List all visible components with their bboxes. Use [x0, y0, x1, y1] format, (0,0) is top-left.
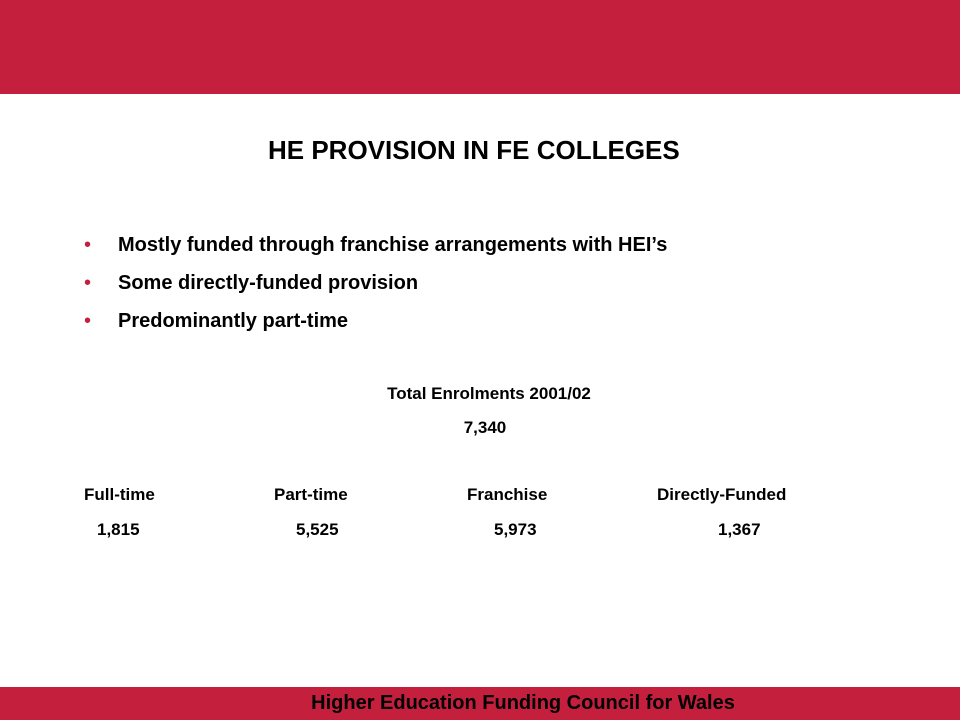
footer-band	[0, 687, 960, 720]
stat-label-full-time: Full-time	[84, 485, 155, 504]
footer-organisation: Higher Education Funding Council for Wales	[311, 692, 735, 714]
total-enrolments-value: 7,340	[463, 418, 507, 437]
slide-title: HE PROVISION IN FE COLLEGES	[268, 135, 680, 165]
stat-value-full-time: 1,815	[97, 520, 140, 539]
top-brand-band	[0, 0, 960, 94]
bullet-icon: •	[84, 234, 92, 256]
stat-value-franchise: 5,973	[494, 520, 537, 539]
bullet-icon: •	[84, 272, 92, 294]
bullet-text-part-time: Predominantly part-time	[118, 309, 349, 332]
stat-label-directly-funded: Directly-Funded	[657, 485, 787, 504]
bullet-text-franchise: Mostly funded through franchise arrangements with HEI’s	[118, 233, 668, 256]
stat-label-franchise: Franchise	[467, 485, 548, 504]
stat-label-part-time: Part-time	[274, 485, 348, 504]
stat-value-part-time: 5,525	[296, 520, 339, 539]
stat-value-directly-funded: 1,367	[718, 520, 761, 539]
bullet-icon: •	[84, 310, 92, 332]
total-enrolments-label: Total Enrolments 2001/02	[387, 384, 591, 403]
bullet-text-direct: Some directly-funded provision	[118, 271, 419, 294]
